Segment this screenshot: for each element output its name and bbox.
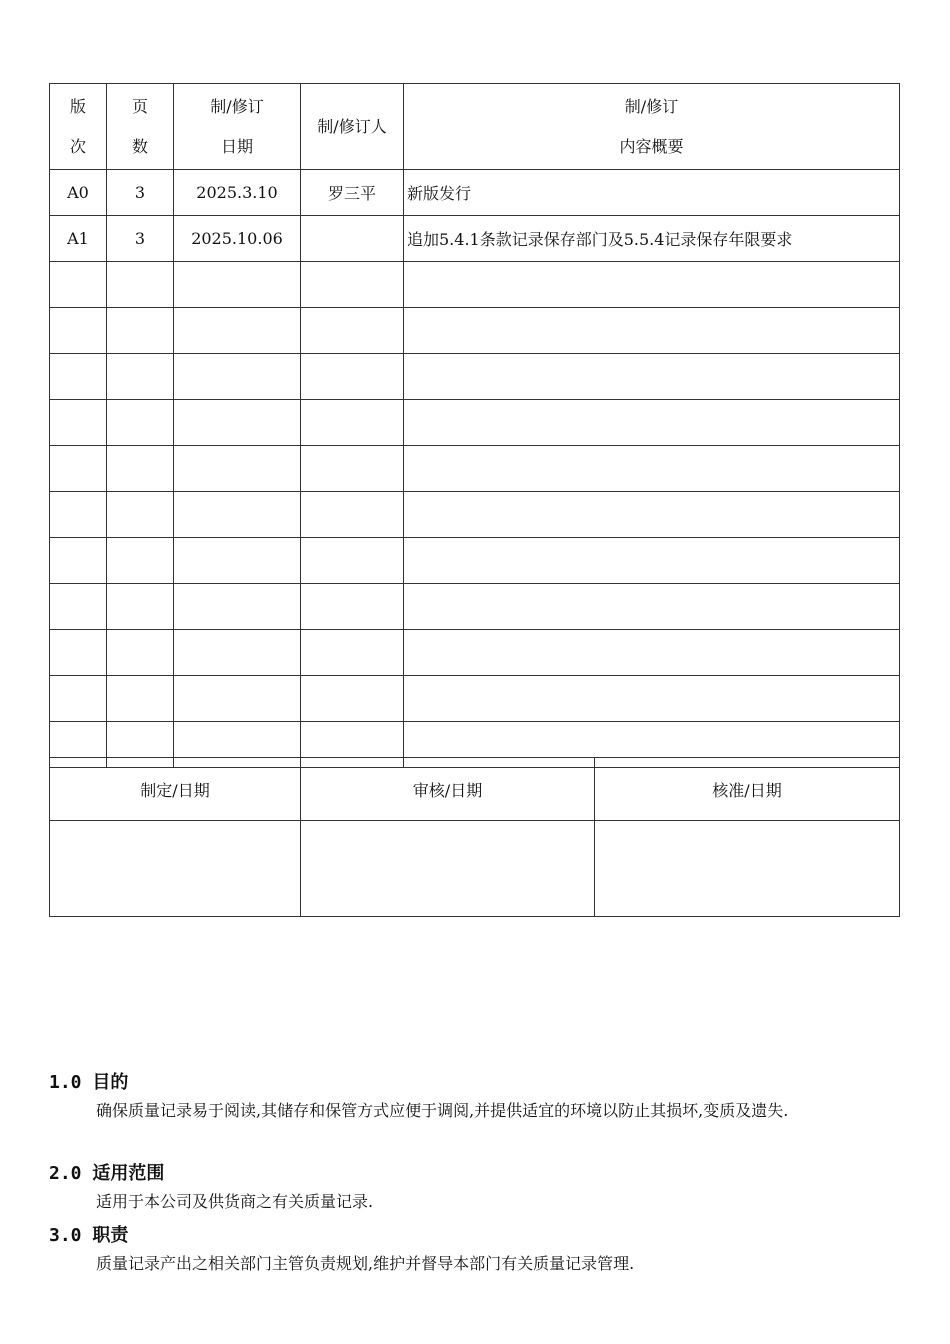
empty-cell	[107, 308, 174, 354]
section-heading	[49, 1070, 899, 1096]
empty-cell	[50, 354, 107, 400]
empty-cell	[174, 354, 301, 400]
empty-cell	[50, 492, 107, 538]
empty-cell	[174, 308, 301, 354]
empty-cell	[301, 584, 404, 630]
section-responsibility	[49, 1223, 899, 1278]
empty-revision-row	[50, 630, 900, 676]
revision-history-table	[49, 83, 900, 768]
empty-cell	[107, 400, 174, 446]
empty-cell	[50, 400, 107, 446]
empty-cell	[107, 354, 174, 400]
empty-revision-rows	[50, 262, 900, 768]
cell-author	[301, 216, 404, 262]
section-text: 适用于本公司及供货商之有关质量记录.	[96, 1192, 374, 1211]
section-title: 适用范围	[92, 1163, 165, 1184]
empty-revision-row	[50, 676, 900, 722]
empty-revision-row	[50, 538, 900, 584]
section-scope	[49, 1161, 899, 1216]
section-text: 质量记录产出之相关部门主管负责规划,维护并督导本部门有关质量记录管理.	[96, 1254, 635, 1273]
cell-author: 罗三平	[301, 170, 404, 216]
empty-revision-row	[50, 400, 900, 446]
empty-cell	[404, 538, 900, 584]
section-number: 3.0	[49, 1225, 82, 1246]
empty-cell	[174, 630, 301, 676]
section-title: 目的	[92, 1072, 129, 1093]
empty-cell	[174, 492, 301, 538]
header-author: 制/修订人	[301, 84, 404, 170]
empty-cell	[50, 584, 107, 630]
revision-header-row	[50, 84, 900, 170]
empty-cell	[301, 492, 404, 538]
empty-cell	[301, 676, 404, 722]
revision-row	[50, 216, 900, 262]
approved-signature-cell[interactable]	[595, 821, 900, 917]
empty-revision-row	[50, 308, 900, 354]
empty-cell	[174, 538, 301, 584]
empty-cell	[107, 492, 174, 538]
header-version	[50, 84, 107, 170]
empty-cell	[107, 676, 174, 722]
empty-cell	[301, 446, 404, 492]
empty-cell	[107, 262, 174, 308]
empty-revision-row	[50, 584, 900, 630]
cell-summary: 新版发行	[404, 170, 900, 216]
reviewed-date-label: 审核/日期	[301, 758, 595, 821]
empty-cell	[301, 308, 404, 354]
empty-cell	[107, 584, 174, 630]
empty-revision-row	[50, 262, 900, 308]
empty-revision-row	[50, 354, 900, 400]
empty-cell	[174, 400, 301, 446]
empty-cell	[107, 630, 174, 676]
empty-cell	[404, 492, 900, 538]
cell-pages: 3	[107, 170, 174, 216]
empty-cell	[50, 262, 107, 308]
signoff-header-row	[50, 758, 900, 821]
header-version-line2: 次	[69, 136, 86, 156]
cell-version: A1	[50, 216, 107, 262]
cell-pages: 3	[107, 216, 174, 262]
empty-cell	[50, 630, 107, 676]
empty-cell	[174, 676, 301, 722]
section-purpose	[49, 1070, 899, 1125]
header-date-line2: 日期	[220, 136, 253, 156]
header-pages-line2: 数	[131, 136, 148, 156]
empty-cell	[50, 446, 107, 492]
empty-cell	[301, 538, 404, 584]
reviewed-signature-cell[interactable]	[301, 821, 595, 917]
cell-date: 2025.10.06	[174, 216, 301, 262]
empty-cell	[404, 262, 900, 308]
empty-cell	[301, 400, 404, 446]
empty-cell	[50, 676, 107, 722]
empty-cell	[404, 308, 900, 354]
empty-cell	[301, 262, 404, 308]
signoff-signature-row	[50, 821, 900, 917]
empty-cell	[174, 446, 301, 492]
cell-version: A0	[50, 170, 107, 216]
cell-summary: 追加5.4.1条款记录保存部门及5.5.4记录保存年限要求	[404, 216, 900, 262]
empty-cell	[50, 308, 107, 354]
header-date	[174, 84, 301, 170]
empty-cell	[404, 630, 900, 676]
section-heading	[49, 1223, 899, 1249]
empty-revision-row	[50, 446, 900, 492]
header-summary-line1: 制/修订	[624, 96, 679, 116]
section-heading	[49, 1161, 899, 1187]
cell-date: 2025.3.10	[174, 170, 301, 216]
empty-cell	[404, 446, 900, 492]
empty-cell	[404, 354, 900, 400]
header-summary	[404, 84, 900, 170]
signoff-table	[49, 757, 900, 917]
empty-cell	[404, 400, 900, 446]
empty-cell	[301, 630, 404, 676]
header-date-line1: 制/修订	[210, 96, 264, 116]
empty-cell	[174, 262, 301, 308]
prepared-signature-cell[interactable]	[50, 821, 301, 917]
empty-cell	[107, 446, 174, 492]
empty-cell	[174, 584, 301, 630]
empty-cell	[301, 354, 404, 400]
empty-cell	[404, 676, 900, 722]
header-pages	[107, 84, 174, 170]
empty-revision-row	[50, 492, 900, 538]
section-text: 确保质量记录易于阅读,其储存和保管方式应便于调阅,并提供适宜的环境以防止其损坏,变质及遗失.	[96, 1101, 789, 1120]
empty-cell	[107, 538, 174, 584]
header-pages-line1: 页	[131, 96, 148, 116]
section-number: 2.0	[49, 1163, 82, 1184]
section-number: 1.0	[49, 1072, 82, 1093]
empty-cell	[404, 584, 900, 630]
prepared-date-label: 制定/日期	[50, 758, 301, 821]
empty-cell	[50, 538, 107, 584]
approved-date-label: 核准/日期	[595, 758, 900, 821]
header-version-line1: 版	[69, 96, 86, 116]
revision-row	[50, 170, 900, 216]
section-title: 职责	[92, 1225, 129, 1246]
header-summary-line2: 内容概要	[619, 136, 684, 156]
